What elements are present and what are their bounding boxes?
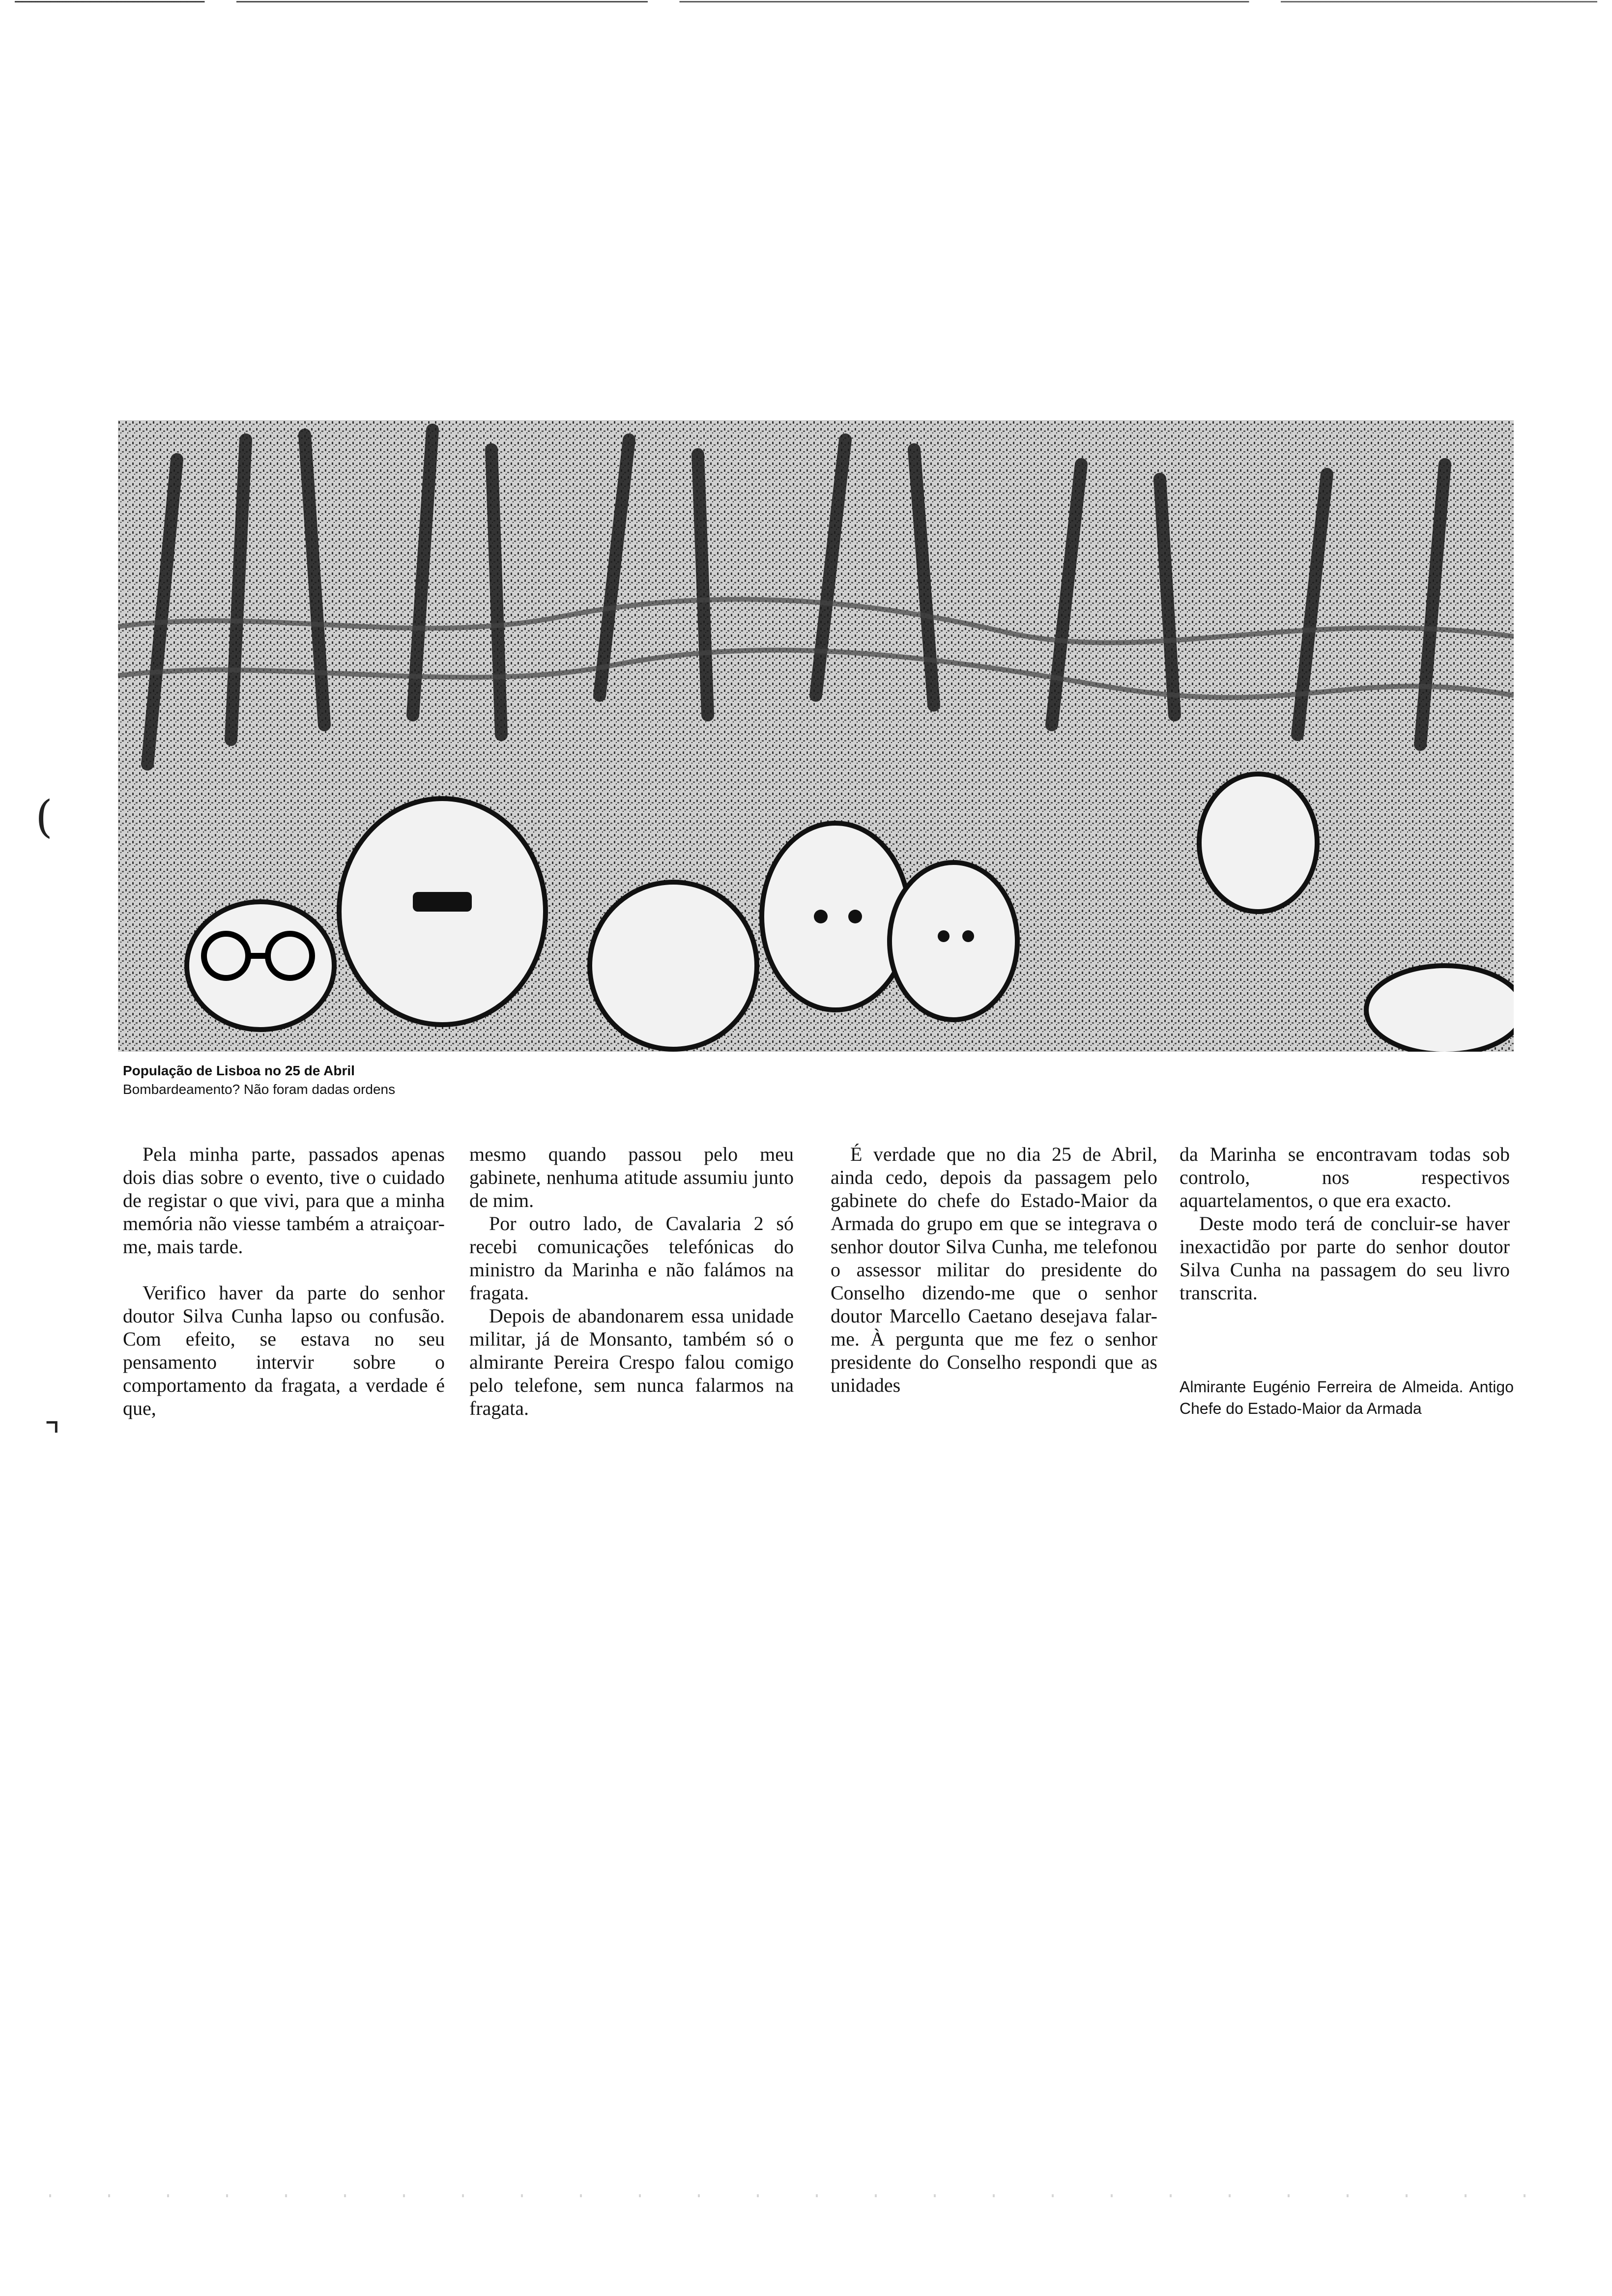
paragraph: É verdade que no dia 25 de Abril, ainda cedo, depois da passagem pelo gabinete do chefe do Estado-Maior da Armada do grupo em que se integrava o senhor doutor Silva Cunha, me telefonou o assessor militar do presidente do Conselho dizendo-me que o senhor doutor Marcello Caetano desejava falar-me. À pergunta que me fez o senhor presidente do Conselho respondi que as unidades: [831, 1143, 1157, 1396]
bottom-scan-noise: [49, 2194, 1573, 2197]
caption-title: População de Lisboa no 25 de Abril: [123, 1063, 355, 1078]
margin-hook-mark: ⌝: [44, 1415, 60, 1456]
paragraph: da Marinha se encontravam todas sob controlo, nos respectivos aquartelamentos, o que era exacto.: [1180, 1143, 1510, 1211]
article-column-3: [831, 1143, 1157, 1397]
paragraph: Deste modo terá de concluir-se haver inexactidão por parte do senhor doutor Silva Cunha na passagem do seu livro transcrita.: [1180, 1212, 1510, 1304]
paragraph: mesmo quando passou pelo meu gabinete, nenhuma atitude assumiu junto de mim.: [469, 1143, 794, 1211]
article-column-4: [1180, 1143, 1510, 1304]
crowd-photo: [118, 420, 1514, 1052]
paragraph: Por outro lado, de Cavalaria 2 só recebi comunicações telefónicas do ministro da Marinha e não falámos na fragata.: [469, 1212, 794, 1304]
paragraph: Verifico haver da parte do senhor doutor Silva Cunha lapso ou confusão. Com efeito, se estava no seu pensamento intervir sobre o comportamento da fragata, a verdade é que,: [123, 1282, 445, 1419]
caption-subtitle: Bombardeamento? Não foram dadas ordens: [123, 1082, 396, 1097]
top-border-rule: [15, 1, 1597, 2]
photo-caption: [123, 1062, 762, 1099]
paragraph: Depois de abandonarem essa unidade militar, já de Monsanto, também só o almirante Pereira Crespo falou comigo pelo telefone, sem nunca falarmos na fragata.: [469, 1305, 794, 1419]
margin-bracket-mark: (: [35, 791, 53, 843]
author-signature: Almirante Eugénio Ferreira de Almeida. Antigo Chefe do Estado-Maior da Armada: [1180, 1378, 1514, 1417]
article-column-2: [469, 1143, 794, 1420]
paragraph: Pela minha parte, passados apenas dois dias sobre o evento, tive o cuidado de registar o que vivi, para que a minha memória não viesse também a atraiçoar-me, mais tarde.: [123, 1143, 445, 1258]
article-column-1: [123, 1143, 445, 1420]
